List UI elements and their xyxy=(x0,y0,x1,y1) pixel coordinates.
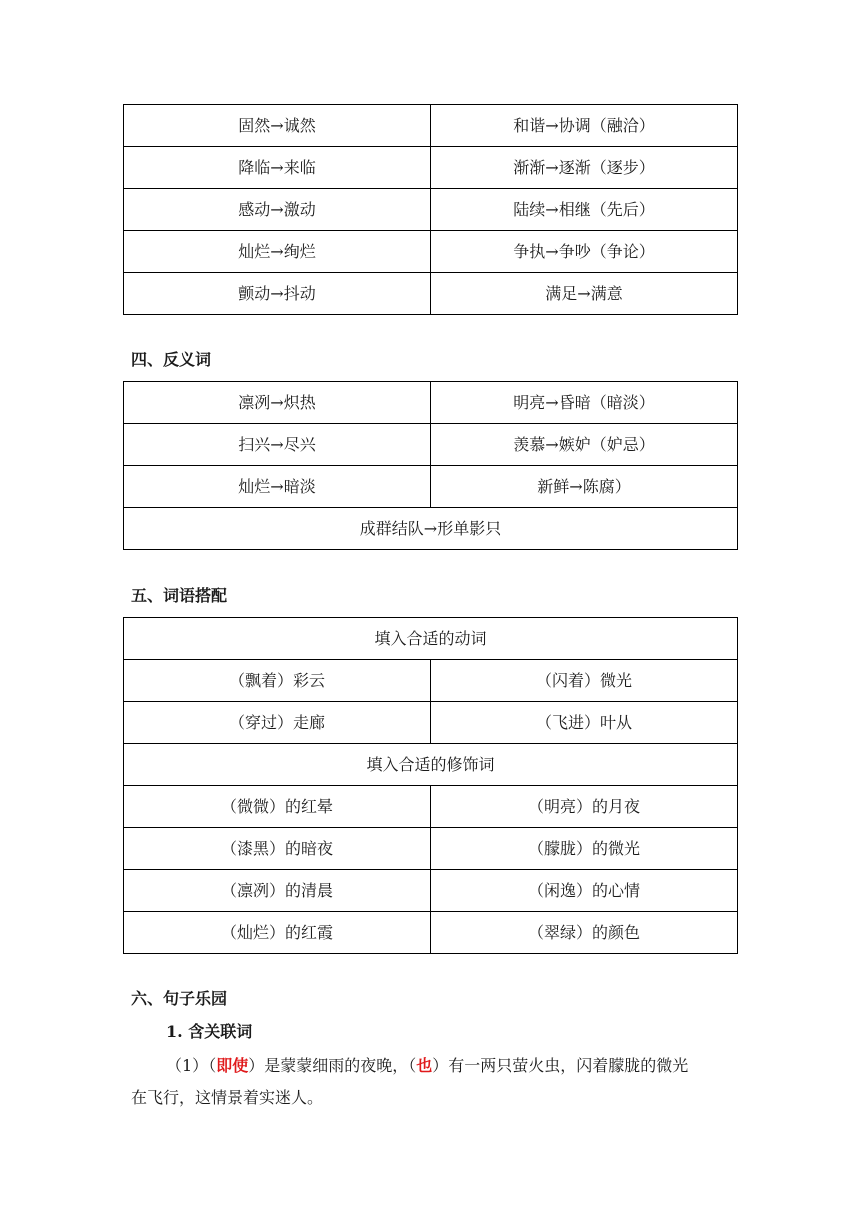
table-row xyxy=(124,618,738,660)
table-row xyxy=(124,702,738,744)
table-row xyxy=(124,828,738,870)
table-cell: （微微）的红晕 xyxy=(124,786,431,828)
paren-open: （ xyxy=(408,1056,417,1075)
sentence-subheading: 1. 含关联词 xyxy=(166,1022,253,1041)
table-row xyxy=(124,508,738,550)
table-cell: 渐渐→逐渐（逐步） xyxy=(431,147,738,189)
table-row xyxy=(124,786,738,828)
table-cell: （漆黑）的暗夜 xyxy=(124,828,431,870)
table-cell: （朦胧）的微光 xyxy=(431,828,738,870)
table-row xyxy=(124,466,738,508)
table-cell: （凛冽）的清晨 xyxy=(124,870,431,912)
table-cell: （闪着）微光 xyxy=(431,660,738,702)
sentence-text: 有一两只萤火虫，闪着朦胧的微光 xyxy=(448,1056,689,1075)
table-row xyxy=(124,382,738,424)
sentence-line-2: 在飞行，这情景着实迷人。 xyxy=(131,1088,324,1107)
table-cell: 新鲜→陈腐） xyxy=(431,466,738,508)
table-cell: （闲逸）的心情 xyxy=(431,870,738,912)
table-row xyxy=(124,273,738,315)
table-cell: 陆续→相继（先后） xyxy=(431,189,738,231)
antonym-heading: 四、反义词 xyxy=(131,350,212,369)
table-cell: 颤动→抖动 xyxy=(124,273,431,315)
table-row xyxy=(124,189,738,231)
table-cell: （穿过）走廊 xyxy=(124,702,431,744)
table-row xyxy=(124,424,738,466)
table-row xyxy=(124,660,738,702)
conjunction-answer-2: 也 xyxy=(416,1056,433,1075)
paren-close: ） xyxy=(432,1056,449,1075)
item-number: （1） xyxy=(166,1056,209,1075)
table-cell: 争执→争吵（争论） xyxy=(431,231,738,273)
synonym-table xyxy=(123,104,738,315)
table-cell: 灿烂→绚烂 xyxy=(124,231,431,273)
table-row xyxy=(124,147,738,189)
table-row xyxy=(124,231,738,273)
table-row xyxy=(124,744,738,786)
conjunction-answer-1: 即使 xyxy=(216,1056,249,1075)
table-cell: 降临→来临 xyxy=(124,147,431,189)
sentence-line-1 xyxy=(166,1056,688,1076)
table-row xyxy=(124,870,738,912)
modifier-header-cell: 填入合适的修饰词 xyxy=(124,744,738,786)
table-cell: （飘着）彩云 xyxy=(124,660,431,702)
table-cell: 灿烂→暗淡 xyxy=(124,466,431,508)
table-cell: 凛冽→炽热 xyxy=(124,382,431,424)
table-cell: （灿烂）的红霞 xyxy=(124,912,431,954)
table-cell: 感动→激动 xyxy=(124,189,431,231)
table-cell: 固然→诚然 xyxy=(124,105,431,147)
table-cell: 羡慕→嫉妒（妒忌） xyxy=(431,424,738,466)
table-cell: 和谐→协调（融洽） xyxy=(431,105,738,147)
antonym-table xyxy=(123,381,738,550)
collocation-table xyxy=(123,617,738,954)
paren-close: ） xyxy=(248,1056,265,1075)
sentence-heading: 六、句子乐园 xyxy=(131,989,228,1008)
table-row xyxy=(124,105,738,147)
verb-header-cell: 填入合适的动词 xyxy=(124,618,738,660)
table-cell: 满足→满意 xyxy=(431,273,738,315)
table-cell: （明亮）的月夜 xyxy=(431,786,738,828)
collocation-heading: 五、词语搭配 xyxy=(131,586,228,605)
paren-open: （ xyxy=(208,1056,217,1075)
table-row xyxy=(124,912,738,954)
table-cell-full: 成群结队→形单影只 xyxy=(124,508,738,550)
table-cell: 明亮→昏暗（暗淡） xyxy=(431,382,738,424)
table-cell: （翠绿）的颜色 xyxy=(431,912,738,954)
sentence-text: 是蒙蒙细雨的夜晚， xyxy=(264,1056,409,1075)
table-cell: （飞进）叶从 xyxy=(431,702,738,744)
table-cell: 扫兴→尽兴 xyxy=(124,424,431,466)
